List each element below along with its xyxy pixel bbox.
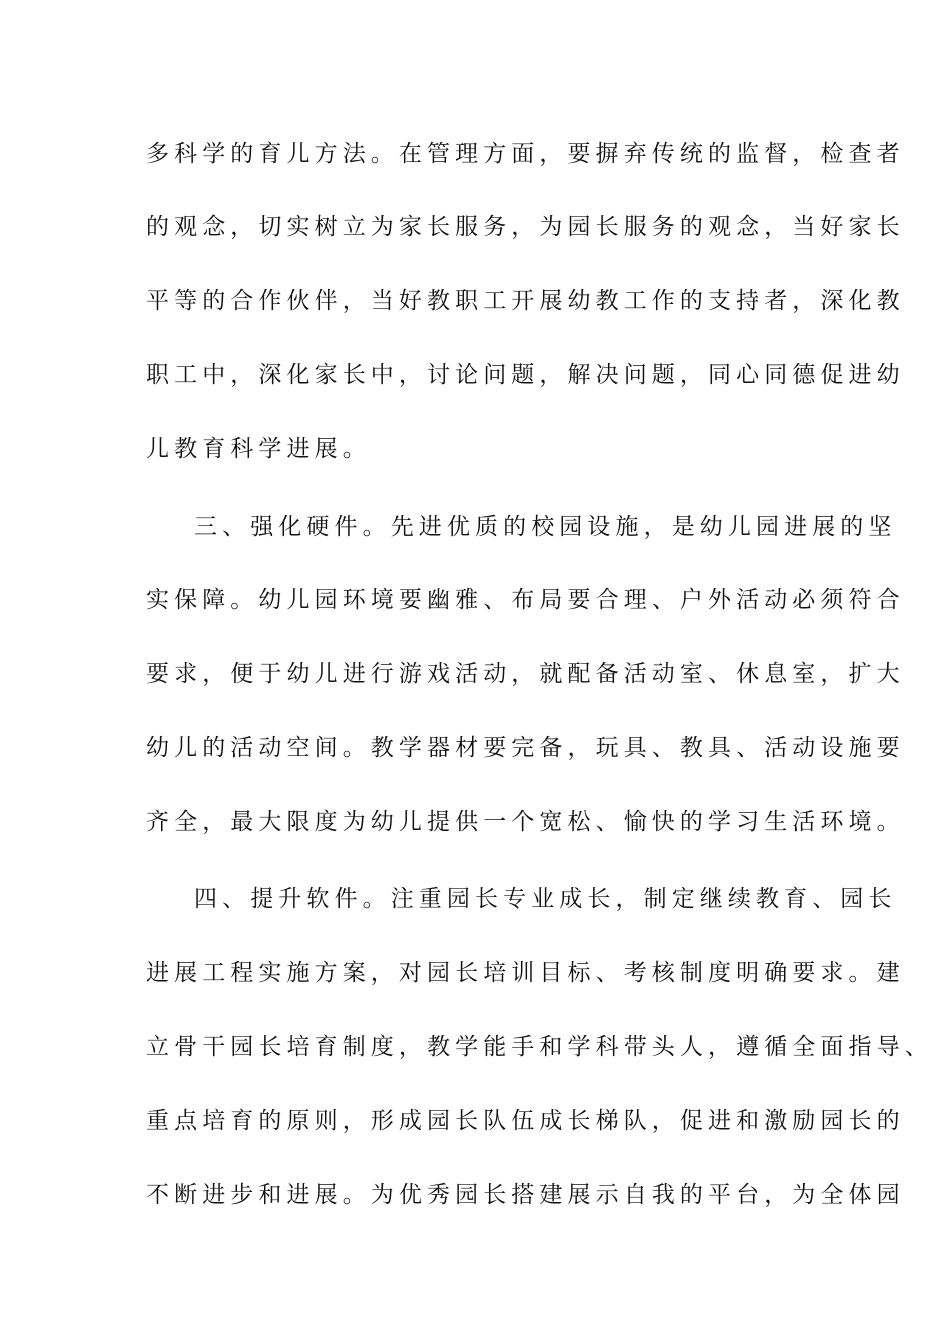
text-line: 的观念，切实树立为家长服务，为园长服务的观念，当好家长 (146, 214, 905, 240)
text-line: 齐全，最大限度为幼儿提供一个宽松、愉快的学习生活环境。 (146, 809, 905, 835)
text-line: 平等的合作伙伴，当好教职工开展幼教工作的支持者，深化教 (146, 288, 905, 314)
text-line: 多科学的育儿方法。在管理方面，要摒弃传统的监督，检查者 (146, 141, 905, 167)
text-line: 重点培育的原则，形成园长队伍成长梯队，促进和激励园长的 (146, 1108, 905, 1134)
paragraph-start-line: 四、提升软件。注重园长专业成长，制定继续教育、园长 (194, 886, 897, 912)
text-line: 立骨干园长培育制度，教学能手和学科带头人，遵循全面指导、 (146, 1034, 933, 1060)
text-line: 职工中，深化家长中，讨论问题，解决问题，同心同德促进幼 (146, 362, 905, 388)
paragraph-start-line: 三、强化硬件。先进优质的校园设施，是幼儿园进展的坚 (194, 514, 897, 540)
text-line: 实保障。幼儿园环境要幽雅、布局要合理、户外活动必须符合 (146, 587, 905, 613)
text-line: 幼儿的活动空间。教学器材要完备，玩具、教具、活动设施要 (146, 735, 905, 761)
text-line: 不断进步和进展。为优秀园长搭建展示自我的平台，为全体园 (146, 1182, 905, 1208)
text-line: 儿教育科学进展。 (146, 436, 371, 462)
text-line: 进展工程实施方案，对园长培训目标、考核制度明确要求。建 (146, 960, 905, 986)
text-line: 要求，便于幼儿进行游戏活动，就配备活动室、休息室，扩大 (146, 661, 905, 687)
